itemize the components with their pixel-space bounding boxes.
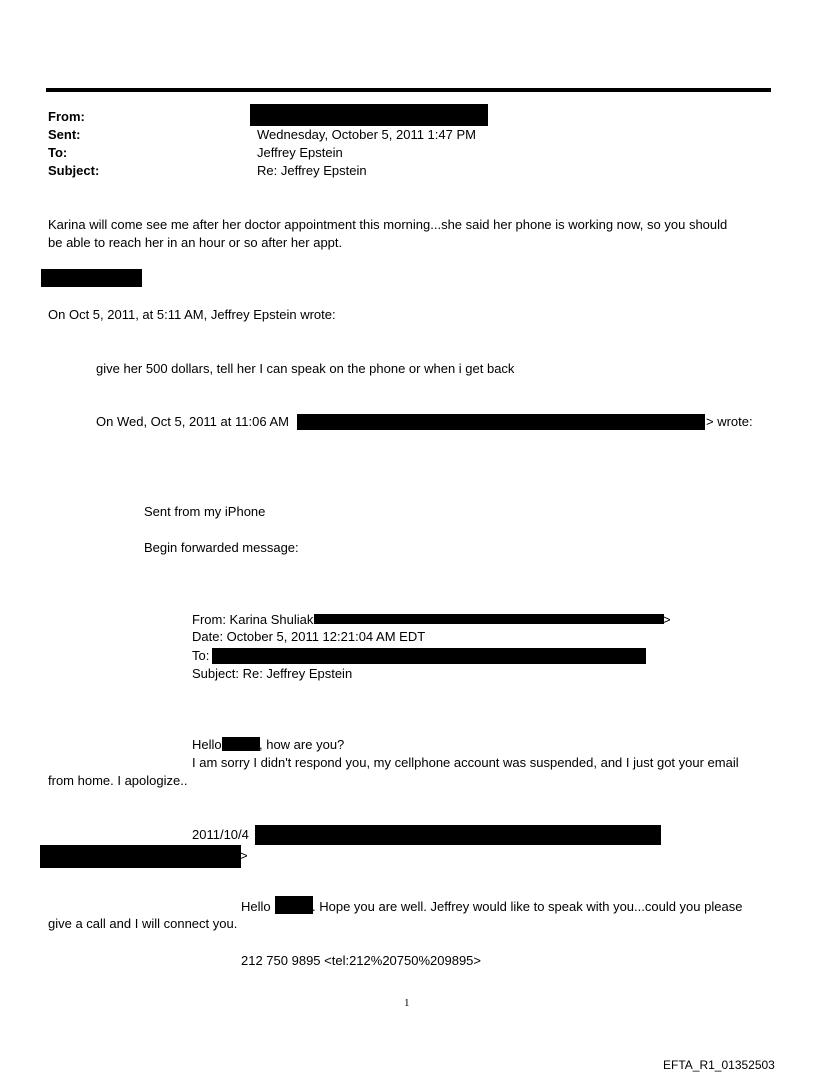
sorry-line-1: I am sorry I didn't respond you, my cellphone account was suspended, and I just got your email [192,755,739,770]
fwd-date: Date: October 5, 2011 12:21:04 AM EDT [192,629,426,644]
quote2-intro-start: On Wed, Oct 5, 2011 at 11:06 AM [96,414,289,429]
to-label: To: [48,145,68,160]
hello2-line-2: give a call and I will connect you. [48,916,238,931]
sorry-line-2: from home. I apologize.. [48,773,188,788]
gt-mark: > [240,848,248,863]
fwd-from: From: Karina Shuliak [192,612,314,627]
page-number: 1 [404,997,410,1009]
redaction-hello2-name [275,896,313,914]
hello1-start: Hello [192,737,222,752]
sent-from-iphone: Sent from my iPhone [144,504,266,519]
hello2-start: Hello [241,899,271,914]
subject-label: Subject: [48,163,100,178]
body-line-2: be able to reach her in an hour or so after her appt. [48,235,343,250]
subject-value: Re: Jeffrey Epstein [257,163,367,178]
fwd-to: To: [192,648,210,663]
redaction-fwd-to [212,648,646,664]
redaction-fwd-from-email [314,614,664,624]
redaction-hello1-name [222,737,260,751]
redaction-quote2-sender [297,414,705,430]
date-2011-10-4: 2011/10/4 [192,827,249,842]
sent-label: Sent: [48,127,81,142]
body-line-1: Karina will come see me after her doctor appointment this morning...she said her phone is working now, so you should [48,217,728,232]
redaction-date-line-2 [40,845,241,868]
to-value: Jeffrey Epstein [257,145,343,160]
redaction-signature [41,269,142,287]
hello2-end: . Hope you are well. Jeffrey would like to speak with you...could you please [312,899,743,914]
hello1-end: , how are you? [259,737,345,752]
quote1-intro: On Oct 5, 2011, at 5:11 AM, Jeffrey Epstein wrote: [48,307,336,322]
header-rule [46,88,771,92]
fwd-subject: Subject: Re: Jeffrey Epstein [192,666,353,681]
redaction-from [250,104,488,126]
fwd-from-end: > [663,612,671,627]
quote2-intro-end: > wrote: [706,414,753,429]
phone-number: 212 750 9895 <tel:212%20750%209895> [241,953,481,968]
from-label: From: [48,109,85,124]
begin-forwarded: Begin forwarded message: [144,540,299,555]
redaction-date-line [255,825,661,845]
document-id: EFTA_R1_01352503 [663,1058,775,1072]
quote1-text: give her 500 dollars, tell her I can speak on the phone or when i get back [96,361,515,376]
sent-value: Wednesday, October 5, 2011 1:47 PM [257,127,476,142]
